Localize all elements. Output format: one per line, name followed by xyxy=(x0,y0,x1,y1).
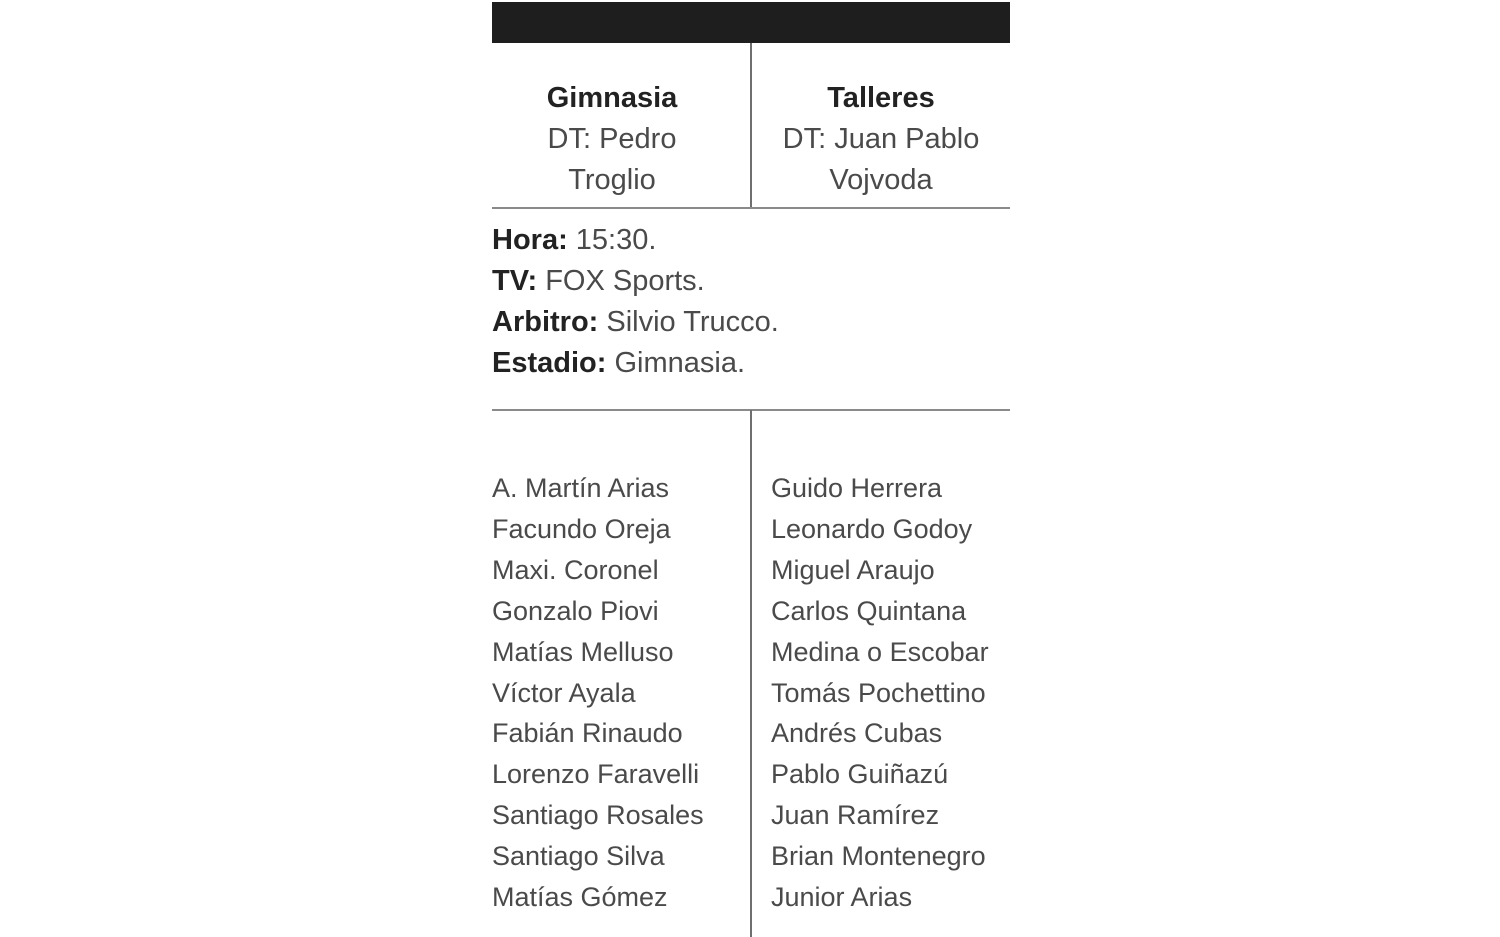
player-row: Santiago Rosales xyxy=(492,800,704,831)
lineups-divider xyxy=(750,410,752,937)
player-row: Matías Gómez xyxy=(492,882,668,913)
away-coach-line1: DT: Juan Pablo xyxy=(782,123,980,155)
player-row: Medina o Escobar xyxy=(771,636,989,667)
info-row-tv xyxy=(492,261,1010,302)
away-coach-line2: Vojvoda xyxy=(829,164,933,196)
tv-value: FOX Sports. xyxy=(545,265,705,297)
home-lineup xyxy=(492,468,742,918)
hora-label: Hora: xyxy=(492,224,568,256)
header-bar xyxy=(492,2,1010,43)
player-row: Guido Herrera xyxy=(771,473,943,503)
info-row-estadio xyxy=(492,343,1010,384)
player-row: Fabián Rinaudo xyxy=(492,718,683,749)
player-row: Gonzalo Piovi xyxy=(492,595,659,626)
away-team-block xyxy=(752,78,1010,201)
arbitro-label: Arbitro: xyxy=(492,306,599,338)
hora-value: 15:30. xyxy=(575,224,657,256)
player-row: Miguel Araujo xyxy=(771,554,935,585)
player-row: Juan Ramírez xyxy=(771,800,940,831)
estadio-label: Estadio: xyxy=(492,347,607,379)
home-team-block xyxy=(492,78,732,201)
arbitro-value: Silvio Trucco. xyxy=(606,306,779,338)
player-row: Lorenzo Faravelli xyxy=(492,759,700,790)
match-info xyxy=(492,220,1010,384)
player-row: Pablo Guiñazú xyxy=(771,759,949,790)
player-row: Facundo Oreja xyxy=(492,513,671,544)
player-row: Leonardo Godoy xyxy=(771,513,973,544)
player-row: A. Martín Arias xyxy=(492,473,670,503)
player-row: Tomás Pochettino xyxy=(771,677,986,708)
info-row-arbitro xyxy=(492,302,1010,343)
player-row: Santiago Silva xyxy=(492,841,665,872)
away-lineup xyxy=(771,468,1010,918)
info-row-hora xyxy=(492,220,1010,261)
home-team-name: Gimnasia xyxy=(546,82,678,114)
player-row: Víctor Ayala xyxy=(492,677,636,708)
tv-label: TV: xyxy=(492,265,538,297)
teams-bottom-rule xyxy=(492,207,1010,209)
player-row: Brian Montenegro xyxy=(771,841,986,872)
player-row: Carlos Quintana xyxy=(771,595,967,626)
player-row: Andrés Cubas xyxy=(771,718,943,749)
estadio-value: Gimnasia. xyxy=(614,347,746,379)
match-card xyxy=(492,2,1010,937)
home-coach-line1: DT: Pedro xyxy=(547,123,677,155)
player-row: Matías Melluso xyxy=(492,636,674,667)
away-team-name: Talleres xyxy=(827,82,935,114)
player-row: Junior Arias xyxy=(771,882,913,913)
player-row: Maxi. Coronel xyxy=(492,554,659,585)
home-coach-line2: Troglio xyxy=(568,164,656,196)
